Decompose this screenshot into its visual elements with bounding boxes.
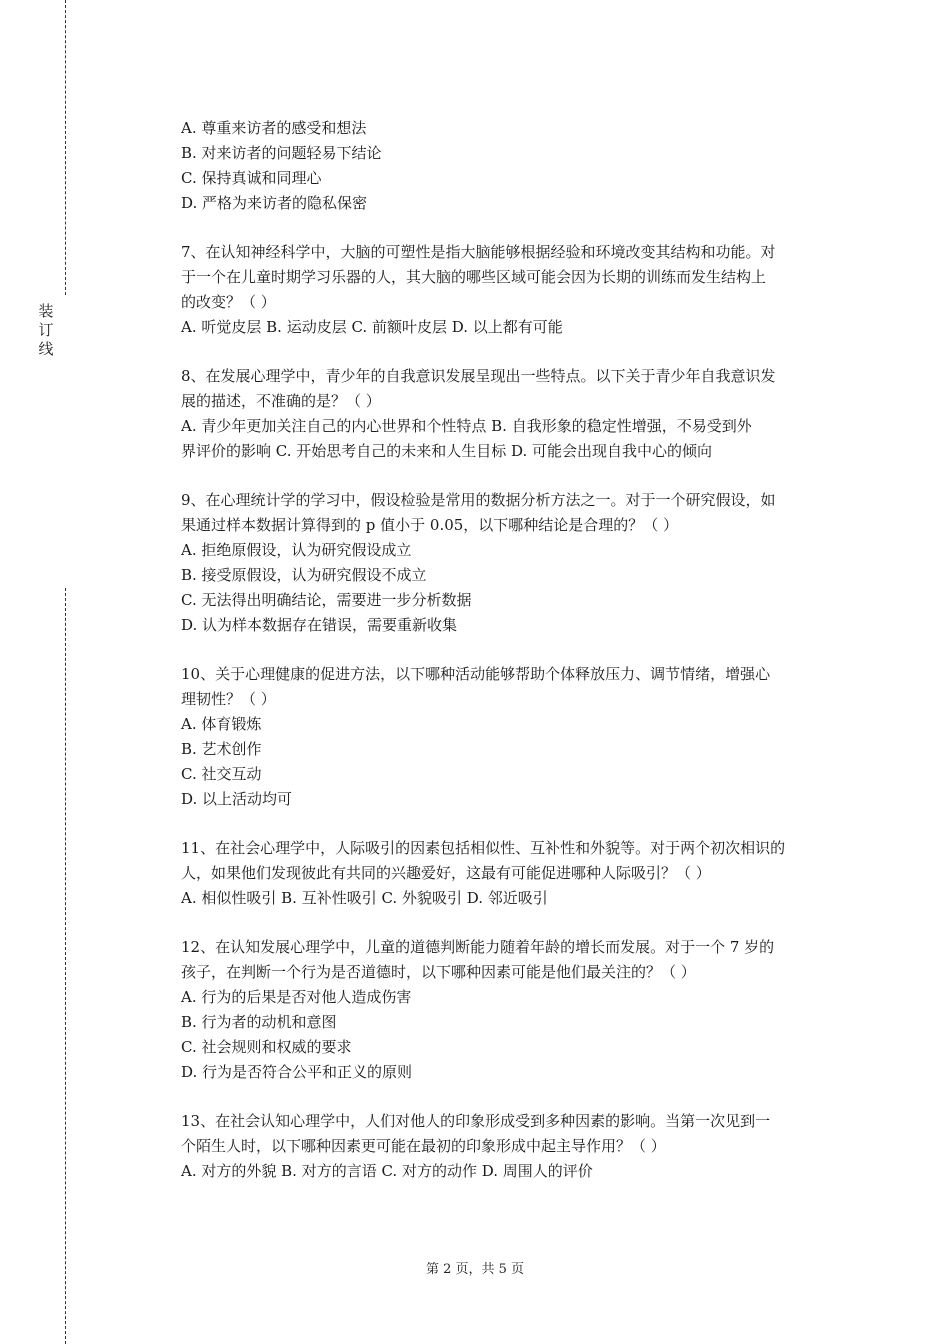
question-stem-line: 孩子，在判断一个行为是否道德时，以下哪种因素可能是他们最关注的？（ ）: [181, 963, 696, 981]
question-10: [181, 662, 841, 812]
option-line: A. 相似性吸引 B. 互补性吸引 C. 外貌吸引 D. 邻近吸引: [181, 889, 548, 907]
previous-question-options: [181, 116, 841, 216]
option-line: A. 拒绝原假设，认为研究假设成立: [181, 541, 412, 559]
option-line: A. 尊重来访者的感受和想法: [181, 119, 367, 137]
option-line: D. 严格为来访者的隐私保密: [181, 194, 368, 212]
option-line: A. 对方的外貌 B. 对方的言语 C. 对方的动作 D. 周围人的评价: [181, 1162, 593, 1180]
question-13: [181, 1109, 841, 1184]
option-line: B. 接受原假设，认为研究假设不成立: [181, 566, 427, 584]
option-line: A. 听觉皮层 B. 运动皮层 C. 前额叶皮层 D. 以上都有可能: [181, 318, 563, 336]
option-line: D. 行为是否符合公平和正义的原则: [181, 1063, 413, 1081]
option-line: D. 认为样本数据存在错误，需要重新收集: [181, 616, 458, 634]
question-9: [181, 488, 841, 638]
option-line: D. 以上活动均可: [181, 790, 293, 808]
question-stem-line: 理韧性？（ ）: [181, 690, 276, 708]
binding-dashed-line-bottom: [65, 588, 66, 1344]
question-stem-line: 展的描述，不准确的是？（ ）: [181, 392, 381, 410]
option-line: B. 艺术创作: [181, 740, 262, 758]
question-stem-line: 的改变？（ ）: [181, 293, 276, 311]
binding-char: 线: [38, 340, 54, 358]
question-12: [181, 935, 841, 1085]
page-footer: 第 2 页，共 5 页: [425, 1262, 525, 1277]
question-stem-line: 8、在发展心理学中，青少年的自我意识发展呈现出一些特点。以下关于青少年自我意识发: [181, 367, 776, 385]
question-stem-line: 12、在认知发展心理学中，儿童的道德判断能力随着年龄的增长而发展。对于一个 7 岁的: [181, 938, 775, 956]
question-stem-line: 7、在认知神经科学中，大脑的可塑性是指大脑能够根据经验和环境改变其结构和功能。对: [181, 243, 776, 261]
binding-label: [36, 302, 56, 359]
option-line: C. 无法得出明确结论，需要进一步分析数据: [181, 591, 472, 609]
option-line: C. 社会规则和权威的要求: [181, 1038, 352, 1056]
option-line: B. 对来访者的问题轻易下结论: [181, 144, 382, 162]
binding-char: 订: [38, 321, 54, 339]
question-content: [181, 116, 841, 1184]
option-line: A. 行为的后果是否对他人造成伤害: [181, 988, 412, 1006]
question-stem-line: 13、在社会认知心理学中，人们对他人的印象形成受到多种因素的影响。当第一次见到一: [181, 1112, 771, 1130]
question-stem-line: 人，如果他们发现彼此有共同的兴趣爱好，这最有可能促进哪种人际吸引？（ ）: [181, 864, 711, 882]
option-line: 界评价的影响 C. 开始思考自己的未来和人生目标 D. 可能会出现自我中心的倾向: [181, 442, 713, 460]
option-line: C. 保持真诚和同理心: [181, 169, 322, 187]
binding-dashed-line-top: [65, 0, 66, 295]
question-stem-line: 10、关于心理健康的促进方法，以下哪种活动能够帮助个体释放压力、调节情绪，增强心: [181, 665, 771, 683]
question-stem-line: 个陌生人时，以下哪种因素更可能在最初的印象形成中起主导作用？（ ）: [181, 1137, 666, 1155]
option-line: B. 行为者的动机和意图: [181, 1013, 337, 1031]
option-line: C. 社交互动: [181, 765, 262, 783]
question-8: [181, 364, 841, 464]
question-stem-line: 9、在心理统计学的学习中，假设检验是常用的数据分析方法之一。对于一个研究假设，如: [181, 491, 776, 509]
question-7: [181, 240, 841, 340]
binding-char: 装: [38, 302, 54, 320]
question-stem-line: 于一个在儿童时期学习乐器的人，其大脑的哪些区域可能会因为长期的训练而发生结构上: [181, 268, 767, 286]
option-line: A. 体育锻炼: [181, 715, 262, 733]
question-stem-line: 果通过样本数据计算得到的 p 值小于 0.05，以下哪种结论是合理的？（ ）: [181, 516, 679, 534]
option-line: A. 青少年更加关注自己的内心世界和个性特点 B. 自我形象的稳定性增强，不易受到外: [181, 417, 752, 435]
question-11: [181, 836, 841, 911]
question-stem-line: 11、在社会心理学中，人际吸引的因素包括相似性、互补性和外貌等。对于两个初次相识的: [181, 839, 786, 857]
